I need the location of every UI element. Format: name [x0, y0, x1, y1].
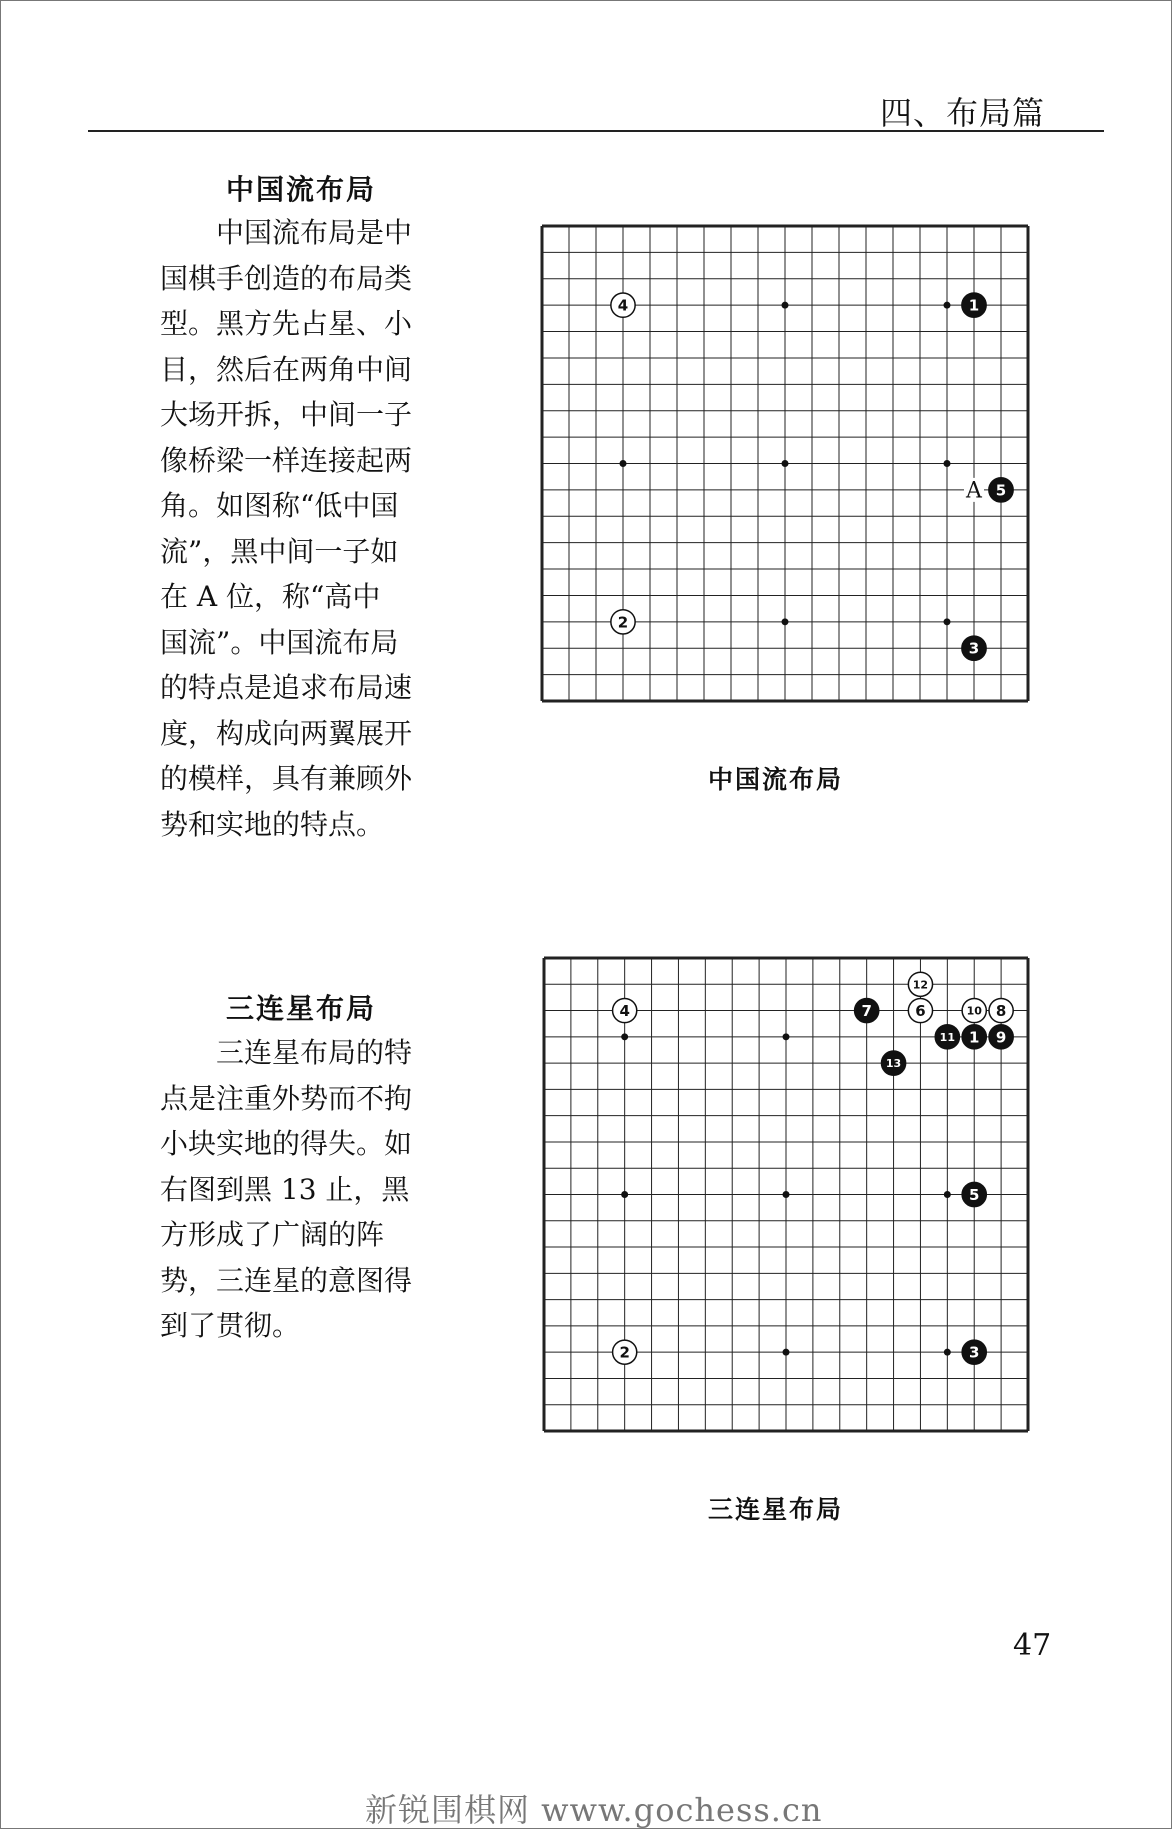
header-rule: [88, 130, 1104, 132]
stone-label: 8: [995, 1002, 1007, 1021]
text-line: 三连星布局的特: [160, 1036, 413, 1069]
stone-white-4: [611, 293, 635, 317]
text-line: 方形成了广阔的阵: [160, 1218, 385, 1251]
section-title-chinese-fuseki: 中国流布局: [226, 173, 377, 206]
stone-white-2: [613, 1340, 637, 1364]
stone-label: 13: [885, 1057, 902, 1071]
page-number: 47: [1013, 1628, 1052, 1663]
stone-label: 1: [969, 1028, 980, 1047]
text-line: 到了贯彻。: [160, 1309, 301, 1342]
stone-black-5: [962, 1182, 986, 1206]
star-point: [783, 1033, 790, 1040]
go-board-diagram-sanrensei: [544, 958, 1028, 1431]
stone-label: 3: [969, 1343, 980, 1362]
stone-black-5: [989, 478, 1013, 502]
star-point: [621, 1033, 628, 1040]
stone-label: 12: [912, 978, 929, 992]
stone-label: 1: [968, 296, 980, 315]
diagram-caption-chinese-fuseki: 中国流布局: [708, 765, 844, 794]
stone-label: 3: [968, 639, 980, 658]
stone-white-6: [908, 998, 932, 1022]
text-line: 在 A 位，称“高中: [160, 580, 381, 613]
stone-white-10: [962, 998, 986, 1022]
star-point: [782, 618, 789, 625]
text-line: 目，然后在两角中间: [160, 352, 413, 386]
stone-black-7: [855, 998, 879, 1022]
text-line: 型。黑方先占星、小: [160, 307, 413, 340]
star-point: [944, 618, 951, 625]
stone-black-1: [962, 293, 986, 317]
text-line: 大场开拆，中间一子: [160, 398, 413, 431]
text-line: 势，三连星的意图得: [160, 1263, 413, 1297]
stone-label: 5: [969, 1186, 980, 1204]
star-point: [782, 302, 789, 309]
stone-label: 4: [617, 296, 629, 315]
stone-label: 11: [939, 1030, 955, 1044]
star-point: [620, 460, 627, 467]
star-point: [944, 1191, 951, 1198]
stone-black-13: [881, 1051, 905, 1075]
stone-white-4: [613, 998, 637, 1022]
section-body-sanrensei: [160, 1030, 452, 1349]
text-line: 度，构成向两翼展开: [160, 716, 413, 750]
stone-black-1: [962, 1025, 986, 1049]
section-title-sanrensei: 三连星布局: [226, 992, 377, 1025]
stone-white-8: [989, 998, 1013, 1022]
text-line: 的特点是追求布局速: [160, 671, 413, 704]
stone-label: 2: [619, 1343, 630, 1362]
star-point: [782, 460, 789, 467]
stone-label: 10: [966, 1004, 982, 1018]
section-body-chinese-fuseki: [160, 210, 452, 847]
text-line: 流”，黑中间一子如: [160, 534, 399, 568]
stone-black-9: [989, 1025, 1013, 1049]
text-line: 中国流布局是中: [160, 216, 413, 249]
stone-label: 6: [915, 1002, 926, 1021]
star-point: [783, 1349, 790, 1356]
stone-label: 9: [995, 1028, 1007, 1047]
stone-white-2: [611, 610, 635, 634]
diagram-caption-sanrensei: 三连星布局: [708, 1495, 844, 1524]
text-line: 小块实地的得失。如: [160, 1127, 413, 1160]
text-line: 像桥梁一样连接起两: [160, 443, 413, 477]
star-point: [944, 302, 951, 309]
text-line: 的模样，具有兼顾外: [160, 762, 413, 795]
star-point: [783, 1191, 790, 1198]
chapter-header: 四、布局篇: [880, 94, 1046, 132]
text-line: 势和实地的特点。: [160, 807, 385, 841]
stone-label: 7: [861, 1002, 872, 1021]
stone-black-11: [935, 1025, 959, 1049]
stone-black-3: [962, 1340, 986, 1364]
text-line: 点是注重外势而不拘: [160, 1081, 413, 1115]
text-line: 国流”。中国流布局: [160, 625, 399, 659]
watermark-text: 新锐围棋网 www.gochess.cn: [365, 1791, 823, 1829]
stone-label: 2: [617, 613, 629, 632]
stone-label: 5: [995, 481, 1007, 500]
star-point: [621, 1191, 628, 1198]
go-board-diagram-chinese-fuseki: [542, 226, 1028, 701]
text-line: 国棋手创造的布局类: [160, 261, 413, 295]
board-mark-label: A: [966, 478, 982, 504]
stone-white-12: [908, 972, 932, 996]
star-point: [944, 1349, 951, 1356]
star-point: [944, 460, 951, 467]
text-line: 右图到黑 13 止，黑: [160, 1172, 410, 1206]
stone-label: 4: [619, 1002, 630, 1021]
stone-black-3: [962, 636, 986, 660]
text-line: 角。如图称“低中国: [160, 489, 399, 522]
